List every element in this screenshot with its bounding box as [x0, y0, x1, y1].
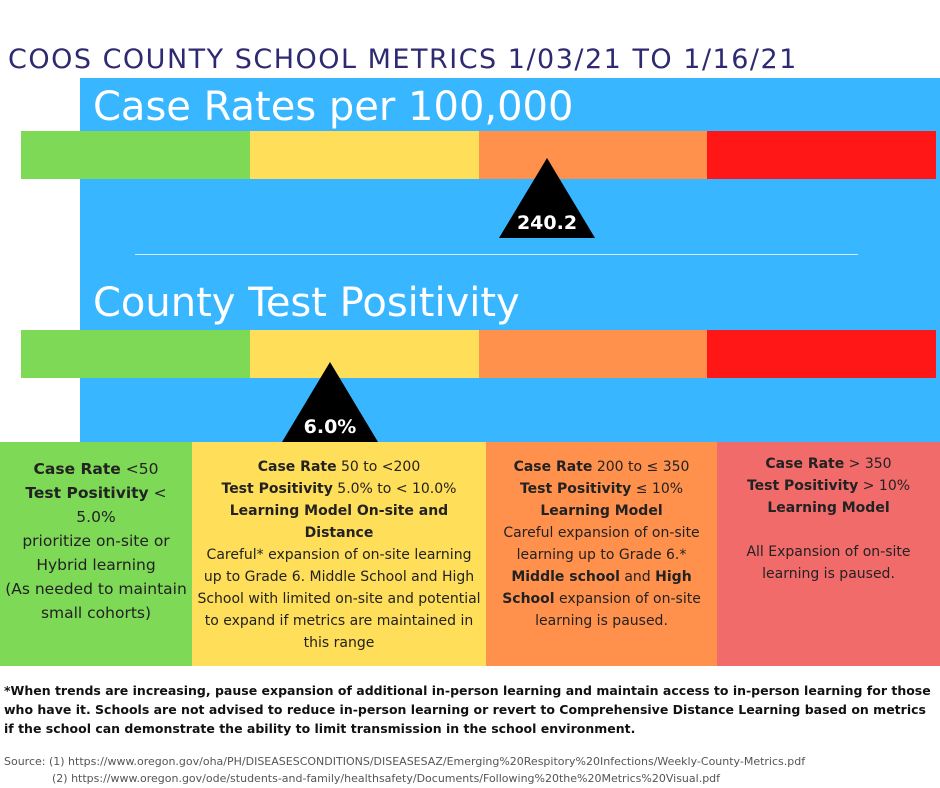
- tier-case-rate-label: Case Rate: [257, 459, 337, 475]
- tier-case-rate-value: 200 to ≤ 350: [592, 459, 690, 475]
- source-line-1: Source: (1) https://www.oregon.gov/oha/PH/DISEASESCONDITIONS/DISEASESAZ/Emerging%20Respitory%20Infections/Weekly-County-Metrics.pdf: [4, 755, 806, 768]
- tier-positivity-value: > 10%: [858, 478, 911, 494]
- tier-positivity-label: Test Positivity: [519, 481, 632, 497]
- test-positivity-scale-bar: [21, 330, 936, 378]
- tier-positivity-value: 5.0% to < 10.0%: [332, 481, 457, 497]
- tier-guidance-text: expansion of on-site learning is paused.: [535, 591, 701, 629]
- spacer: [722, 519, 935, 541]
- tier-case-rate-label: Case Rate: [513, 459, 593, 475]
- tier-guidance-bold: High School: [502, 569, 692, 607]
- case-rates-heading: Case Rates per 100,000: [93, 84, 574, 130]
- tier-guidance-text: Careful expansion of on-site learning up to Grade 6.*: [503, 525, 700, 563]
- tier-case-rate-value: > 350: [844, 456, 892, 472]
- tier-guidance-text: All Expansion of on-site learning is paused.: [746, 544, 911, 582]
- tier-guidance-text: Careful* expansion of on-site learning up to Grade 6. Middle School and High School with limited on-site and potential to expand if metrics are maintained in this range: [197, 547, 481, 651]
- test-positivity-marker: [282, 362, 378, 442]
- case-rate-scale-bar: [21, 131, 936, 179]
- source-citations: [4, 753, 936, 787]
- tier-positivity-label: Test Positivity: [25, 484, 149, 502]
- scale-segment-red: [707, 131, 936, 179]
- tier-learning-model: Learning Model: [540, 503, 663, 519]
- scale-segment-green: [21, 330, 250, 378]
- scale-segment-orange: [479, 330, 708, 378]
- source-line-2: (2) https://www.oregon.gov/ode/students-and-family/healthsafety/Documents/Following%20the%20Metrics%20Visual.pdf: [52, 772, 721, 785]
- tier-guidance-text: prioritize on-site or: [22, 532, 170, 550]
- tier-case-rate-value: 50 to <200: [336, 459, 421, 475]
- tier-positivity-value: ≤ 10%: [631, 481, 684, 497]
- tier-case-rate-label: Case Rate: [765, 456, 845, 472]
- scale-segment-yellow: [250, 131, 479, 179]
- scale-segment-red: [707, 330, 936, 378]
- tier-guidance-text: (As needed to maintain: [5, 580, 187, 598]
- section-divider: [135, 254, 858, 255]
- tier-positivity-value: < 5.0%: [76, 484, 167, 526]
- tier-positivity-label: Test Positivity: [221, 481, 333, 497]
- tier-learning-model: Learning Model On-site and Distance: [229, 503, 449, 541]
- footnote: *When trends are increasing, pause expansion of additional in-person learning and maintain access to in-person learning for those who have it. Schools are not advised to reduce in-person learning or revert to Comprehensive Distance Learning based on metrics if the school can demonstrate the ability to limit transmission in the school environment.: [4, 683, 931, 736]
- case-rate-marker: [499, 158, 595, 238]
- tier-positivity-label: Test Positivity: [746, 478, 859, 494]
- test-positivity-value: 6.0%: [303, 416, 357, 438]
- tier-yellow: [192, 442, 486, 666]
- tier-case-rate-label: Case Rate: [33, 460, 121, 478]
- tier-guidance-text: and: [619, 569, 656, 585]
- tier-guidance-bold: Middle school: [511, 569, 620, 585]
- tier-guidance-row: [0, 442, 940, 666]
- tier-guidance-text: Hybrid learning: [36, 556, 156, 574]
- tier-orange: [486, 442, 717, 666]
- tier-learning-model: Learning Model: [767, 500, 890, 516]
- tier-green: [0, 442, 192, 666]
- tier-case-rate-value: <50: [120, 460, 159, 478]
- test-positivity-heading: County Test Positivity: [93, 280, 520, 326]
- tier-guidance-text: small cohorts): [40, 604, 152, 622]
- page-title: COOS COUNTY SCHOOL METRICS 1/03/21 TO 1/16/21: [8, 44, 798, 75]
- case-rate-value: 240.2: [516, 212, 578, 234]
- tier-red: [717, 442, 940, 666]
- scale-segment-green: [21, 131, 250, 179]
